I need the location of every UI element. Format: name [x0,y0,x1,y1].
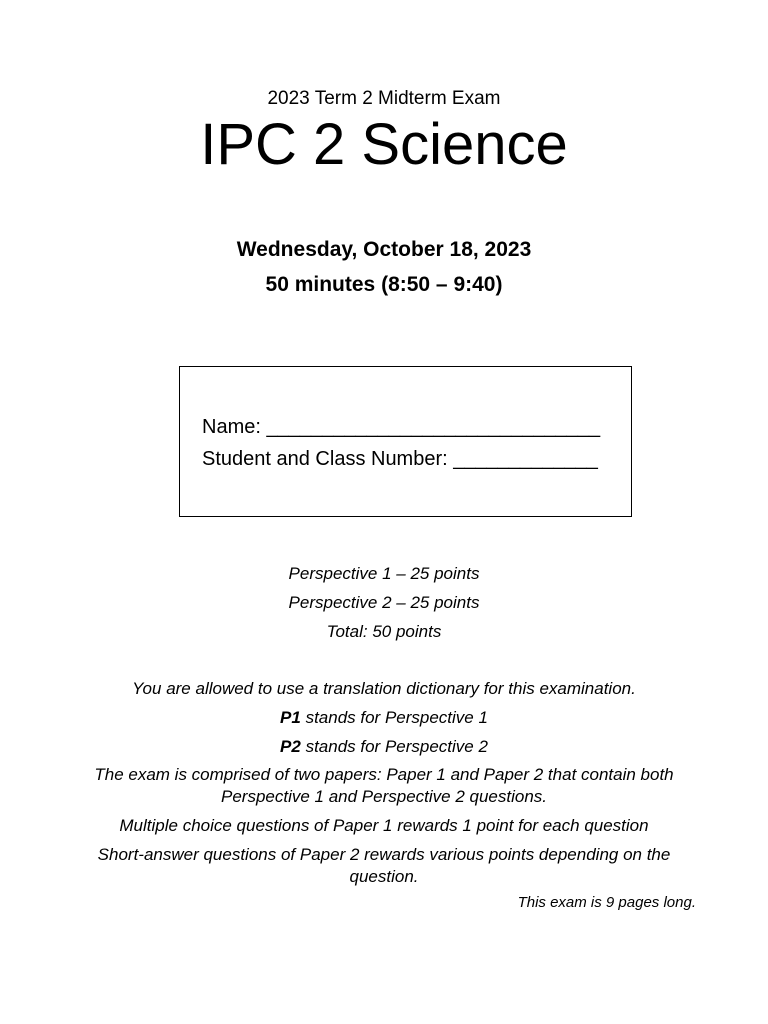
p1-definition [0,707,768,729]
student-class-number-line: Student and Class Number: _____________ [202,448,598,470]
perspective1-points: Perspective 1 – 25 points [288,564,480,583]
p1-text: stands for Perspective 1 [300,708,488,727]
exam-subtitle: 2023 Term 2 Midterm Exam [267,88,501,109]
perspective2-points: Perspective 2 – 25 points [288,593,480,612]
p2-definition [0,736,768,758]
exam-duration: 50 minutes (8:50 – 9:40) [265,273,503,296]
exam-date: Wednesday, October 18, 2023 [236,238,532,261]
page-count-note: This exam is 9 pages long. [517,894,696,911]
total-points: Total: 50 points [326,622,442,641]
papers-note: The exam is comprised of two papers: Paper 1 and Paper 2 that contain both Perspective 1 and Perspective 2 questions. [94,765,674,806]
dictionary-note: You are allowed to use a translation dictionary for this examination. [132,679,636,698]
p2-label: P2 [280,737,301,756]
p2-text: stands for Perspective 2 [300,737,488,756]
student-info-box [179,366,632,517]
name-field-line: Name: ______________________________ [202,416,601,438]
exam-title: IPC 2 Science [200,112,568,177]
multiple-choice-note: Multiple choice questions of Paper 1 rewards 1 point for each question [119,816,649,835]
short-answer-note: Short-answer questions of Paper 2 rewards various points depending on the question. [97,845,671,886]
p1-label: P1 [280,708,301,727]
